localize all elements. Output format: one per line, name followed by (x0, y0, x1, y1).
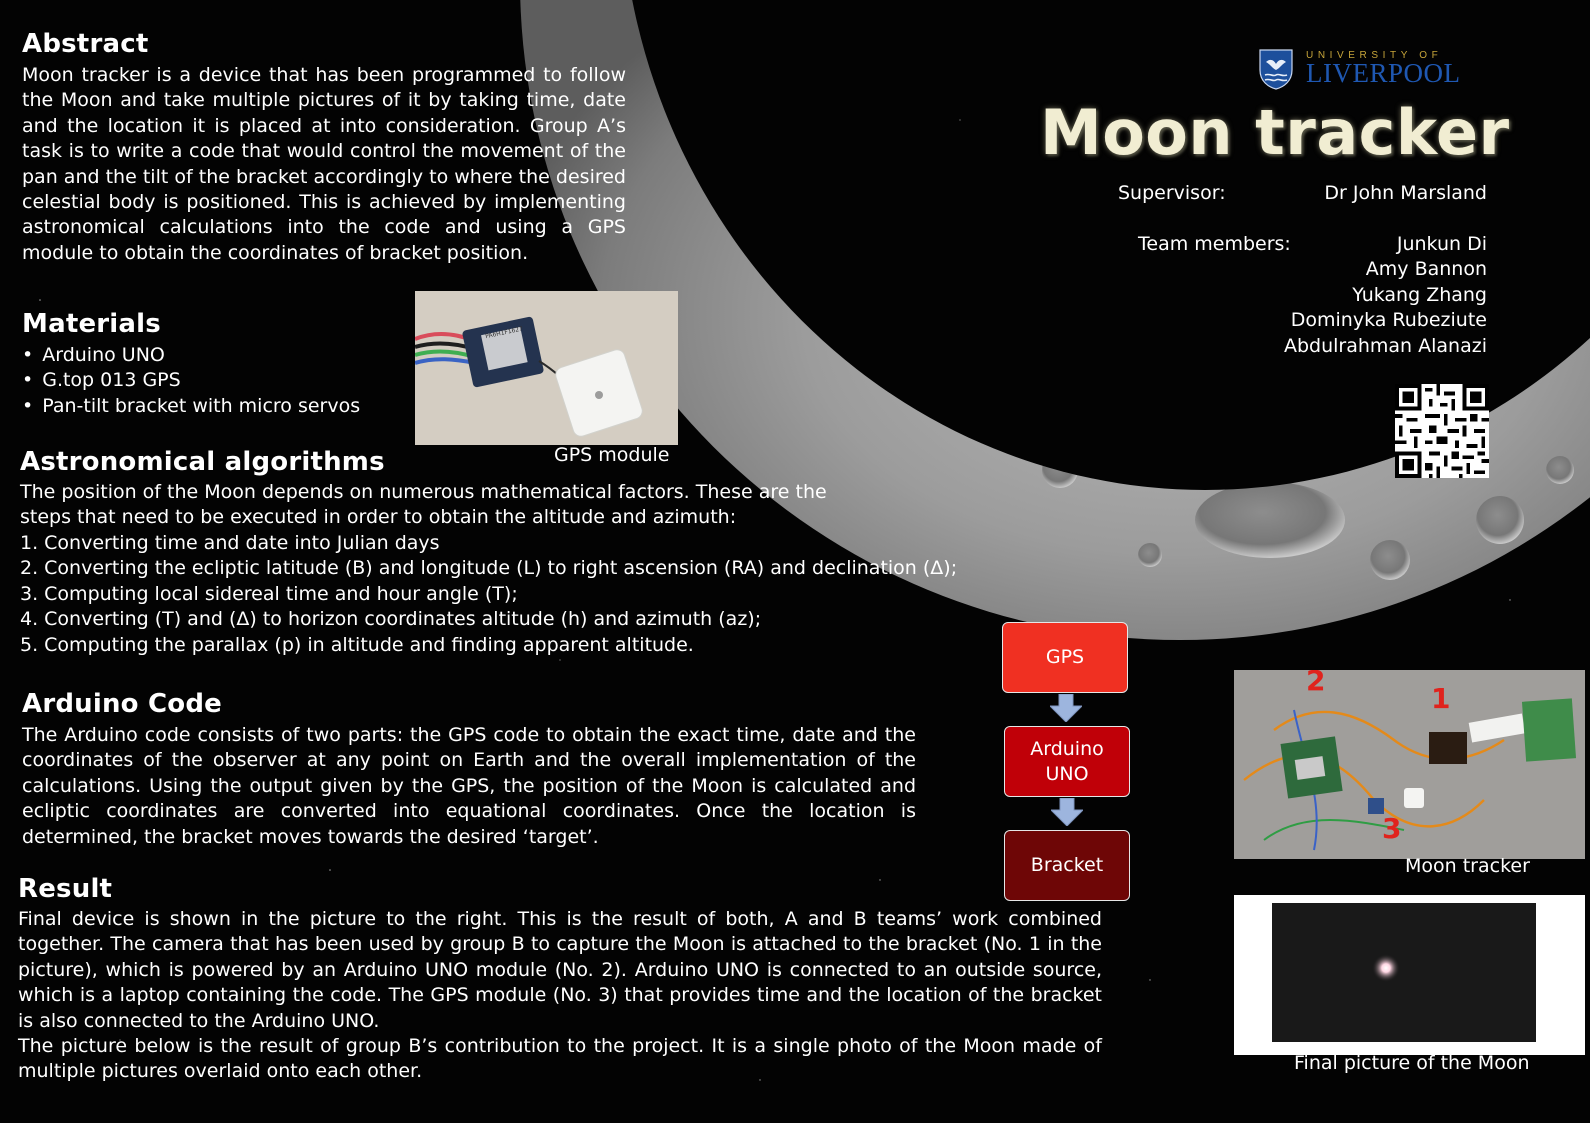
arduino-text: The Arduino code consists of two parts: the GPS code to obtain the exact time, date and the coordinates of the observer at any point on Earth and the overall implementation of the calculations. Using the output given by the GPS, the position of the Moon is calculated and ecliptic coordinates are converted into equational coordinates. Once the location is determined, the bracket moves towards the desired ‘target’. (22, 724, 916, 848)
qr-code (1395, 384, 1489, 478)
flow-arduino-line2: UNO (1045, 762, 1089, 785)
materials-list (20, 343, 360, 419)
final-moon-photo (1234, 895, 1585, 1055)
algorithm-step: 3. Computing local sidereal time and hour angle (T); (20, 582, 518, 605)
university-logo (1258, 48, 1478, 92)
gps-chip-label: PA6H1F1627 (484, 325, 524, 341)
team-label: Team members: (1138, 233, 1291, 255)
team-member: Yukang Zhang (1352, 283, 1487, 306)
flow-arrow-down-icon (1050, 694, 1082, 722)
final-moon-caption: Final picture of the Moon (1294, 1052, 1530, 1074)
materials-item: • Arduino UNO (20, 343, 360, 368)
team-members-list (1284, 232, 1487, 359)
flow-gps-label: GPS (1045, 646, 1085, 668)
flow-box-arduino (1004, 726, 1130, 797)
materials-item: • Pan-tilt bracket with micro servos (20, 394, 360, 419)
arduino-heading: Arduino Code (22, 689, 222, 719)
poster-title: Moon tracker (1040, 96, 1510, 169)
final-moon-drawing (1234, 895, 1585, 1055)
algorithm-step: 4. Converting (T) and (Δ) to horizon coordinates altitude (h) and azimuth (az); (20, 608, 762, 631)
gps-module-photo (415, 291, 678, 445)
algorithms-intro: The position of the Moon depends on numerous mathematical factors. These are the steps that need to be executed in order to obtain the altitude and azimuth: (20, 481, 827, 529)
university-crest-icon (1258, 48, 1294, 90)
moon-tracker-photo (1234, 670, 1585, 859)
flow-box-gps (1002, 622, 1128, 693)
abstract-heading: Abstract (22, 29, 149, 59)
materials-heading: Materials (22, 309, 161, 339)
university-small-text: UNIVERSITY OF (1306, 50, 1443, 61)
team-member: Junkun Di (1396, 233, 1487, 255)
algorithms-heading: Astronomical algorithms (20, 447, 385, 477)
materials-item: • G.top 013 GPS (20, 368, 360, 393)
algorithm-step: 2. Converting the ecliptic latitude (B) and longitude (L) to right ascension (RA) and declination (Δ); (20, 557, 958, 580)
flow-arduino-label (1030, 737, 1104, 787)
flow-arrow-down-icon (1051, 798, 1083, 826)
tracker-label-1: 1 (1431, 682, 1451, 715)
algorithm-step: 5. Computing the parallax (p) in altitude and finding apparent altitude. (20, 633, 694, 656)
result-text-2: The picture below is the result of group B’s contribution to the project. It is a single photo of the Moon made of multiple pictures overlaid onto each other. (18, 1035, 1102, 1083)
result-heading: Result (18, 874, 113, 904)
tracker-photo-drawing (1234, 670, 1585, 859)
algorithms-steps (20, 531, 1020, 658)
moon-tracker-caption: Moon tracker (1405, 855, 1530, 877)
algorithm-step: 1. Converting time and date into Julian days (20, 532, 440, 554)
result-text-1: Final device is shown in the picture to the right. This is the result of both, A and B teams’ work combined together. The camera that has been used by group B to capture the Moon is attached to the bracket (No. 1 in the picture), which is powered by an Arduino UNO module (No. 2). Arduino UNO is connected to an outside source, which is a laptop containing the code. The GPS module (No. 3) that provides time and the location of the bracket is also connected to the Arduino UNO. (18, 908, 1102, 1032)
team-member: Dominyka Rubeziute (1290, 309, 1487, 332)
supervisor-label: Supervisor: (1118, 182, 1226, 204)
abstract-text: Moon tracker is a device that has been programmed to follow the Moon and take multiple pictures of it by taking time, date and the location it is placed at into consideration. Group A’s task is to write a code that would control the movement of the pan and the tilt of the bracket accordingly to where the desired celestial body is positioned. This is achieved by implementing astronomical calculations into the code and using a GPS module to obtain the coordinates of bracket position. (22, 64, 626, 264)
flow-arduino-line1: Arduino (1030, 737, 1104, 760)
university-name-text: LIVERPOOL (1306, 58, 1461, 88)
team-member: Abdulrahman Alanazi (1283, 334, 1487, 357)
flow-bracket-label: Bracket (1030, 854, 1104, 876)
tracker-label-2: 2 (1306, 670, 1326, 697)
flow-box-bracket (1004, 830, 1130, 901)
team-member: Amy Bannon (1365, 258, 1487, 281)
tracker-label-3: 3 (1382, 812, 1402, 845)
supervisor-name: Dr John Marsland (1324, 182, 1487, 204)
gps-module-caption: GPS module (554, 444, 670, 466)
